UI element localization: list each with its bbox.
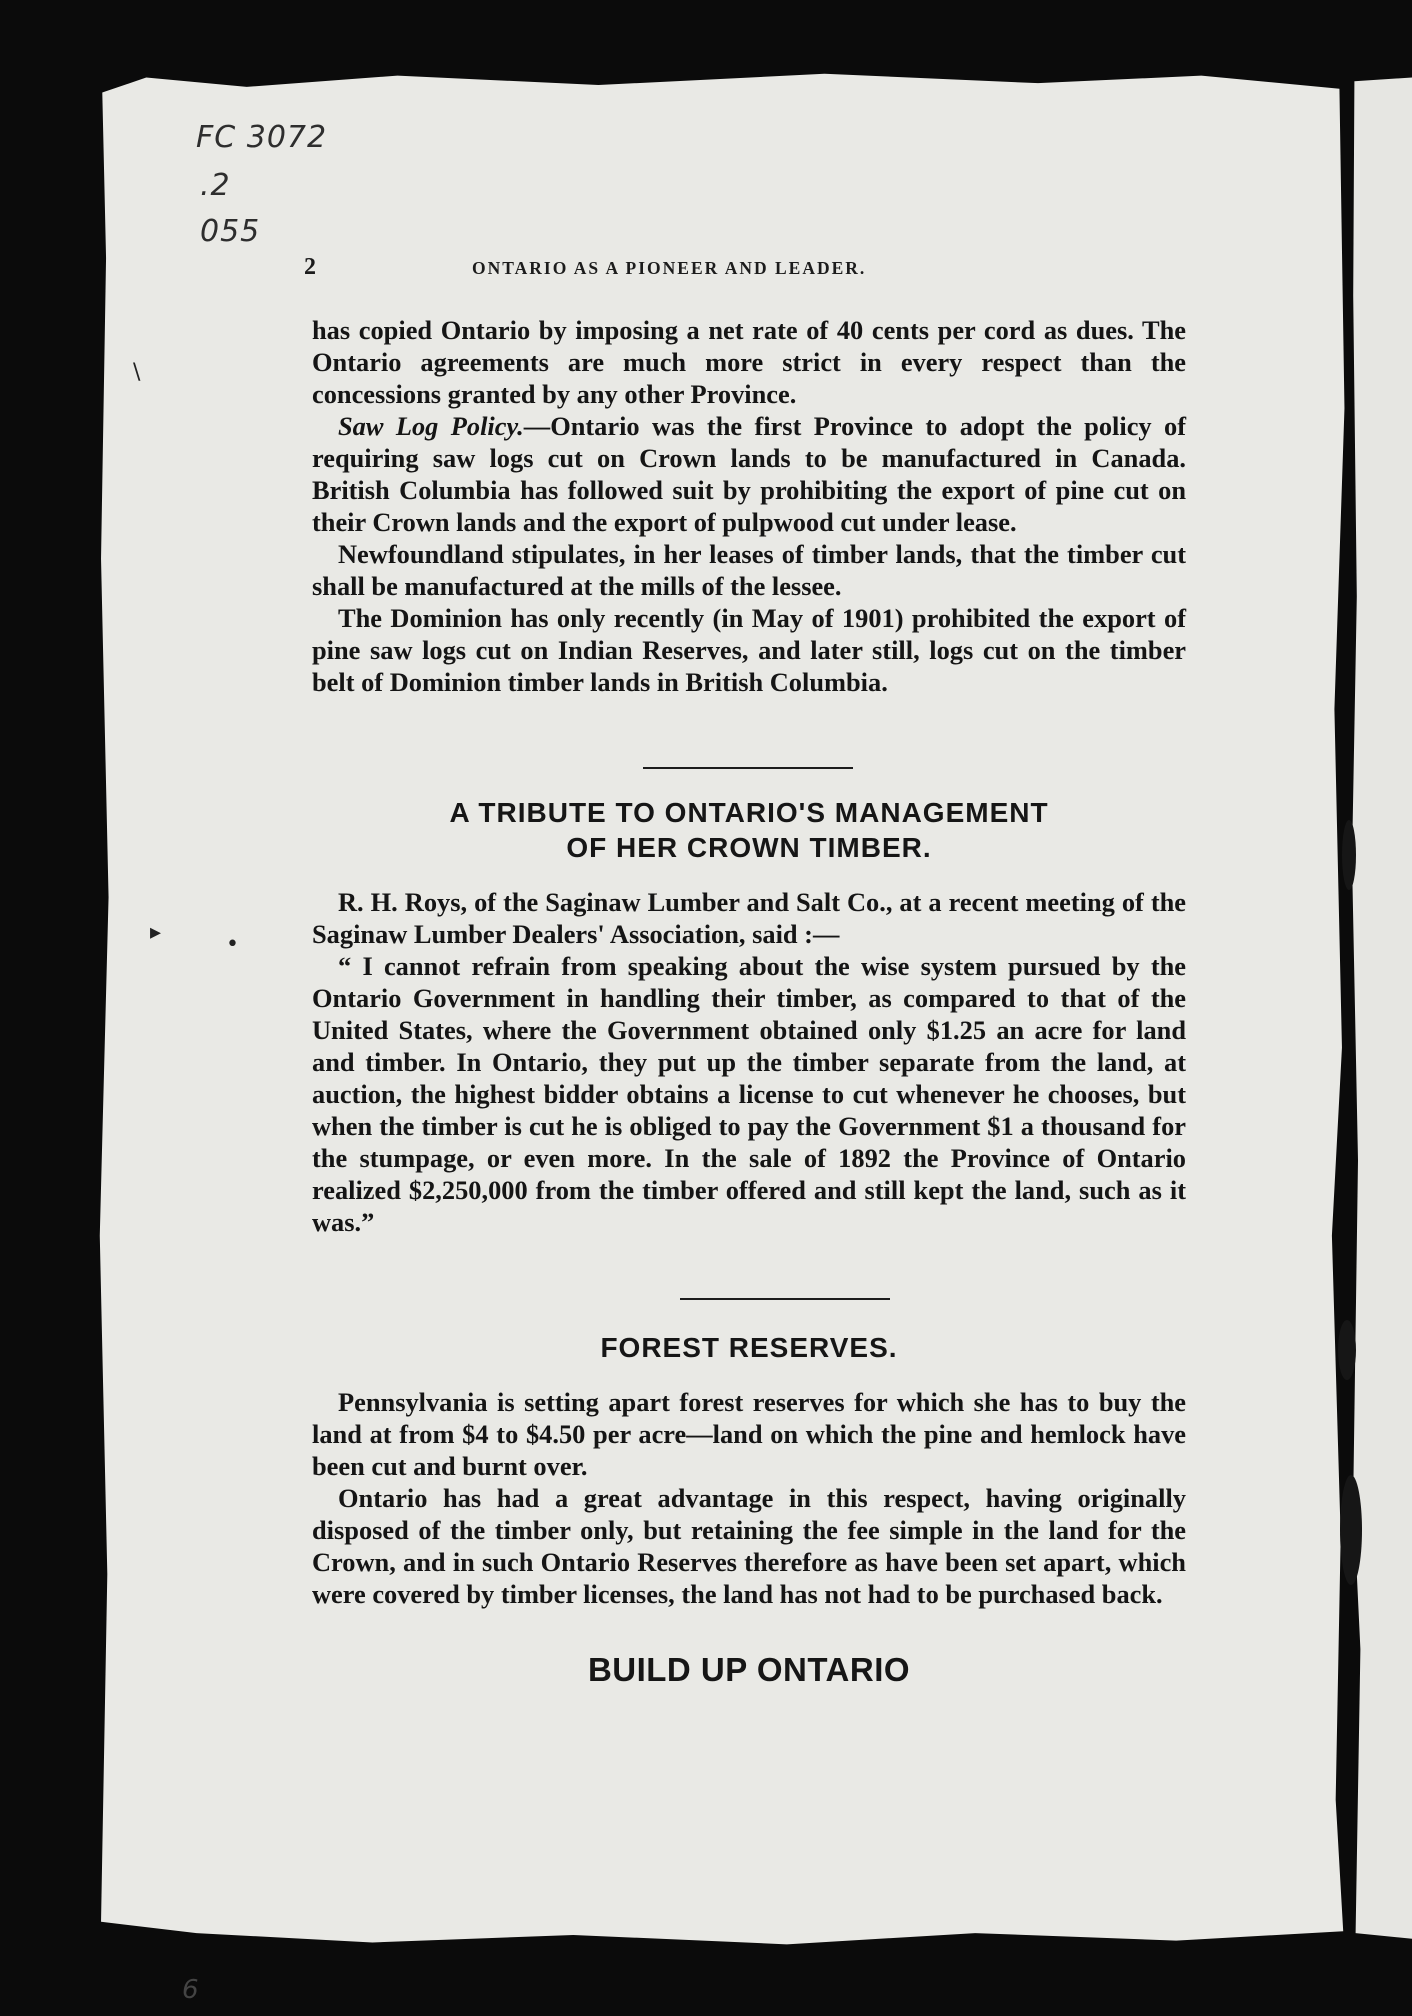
section-saw-log-policy: [312, 314, 1186, 698]
page-stain: [1338, 1320, 1356, 1380]
page-number: 2: [304, 254, 318, 280]
corner-mark: 6: [182, 1975, 199, 2005]
section-heading-forest-reserves: FOREST RESERVES.: [600, 1332, 898, 1363]
section-divider: [643, 767, 853, 769]
call-number-line3: 055: [200, 214, 261, 249]
stray-mark: •: [226, 932, 239, 957]
page-stain: [1342, 820, 1356, 890]
facing-page-edge: [1352, 70, 1412, 1950]
footer-slogan: BUILD UP ONTARIO: [587, 1651, 911, 1688]
paragraph: [312, 410, 1186, 538]
stray-mark: \: [133, 360, 141, 385]
paragraph: has copied Ontario by imposing a net rate of 40 cents per cord as dues. The Ontario agreements are much more strict in every respect than the concessions granted by any other Province.: [312, 315, 1186, 409]
stray-mark: ▸: [150, 920, 162, 945]
paragraph: R. H. Roys, of the Saginaw Lumber and Salt Co., at a recent meeting of the Saginaw Lumber Dealers' Association, said :—: [312, 887, 1186, 949]
call-number-line1: FC 3072: [196, 120, 328, 155]
running-title: ONTARIO AS A PIONEER AND LEADER.: [472, 258, 867, 278]
heading-line: OF HER CROWN TIMBER.: [566, 832, 932, 863]
paragraph: Pennsylvania is setting apart forest reserves for which she has to buy the land at from $4 to $4.50 per acre—land on which the pine and hemlock have been cut and burnt over.: [312, 1387, 1186, 1481]
section-forest-reserves: [312, 1386, 1186, 1610]
paragraph-text: —Ontario was the first Province to adopt the policy of requiring saw logs cut on Crown lands to be manufactured in Canada. British Columbia has followed suit by prohibiting the export of pine cut on their Crown lands and the export of pulpwood cut under lease.: [312, 411, 1186, 537]
paragraph: The Dominion has only recently (in May of 1901) prohibited the export of pine saw logs cut on Indian Reserves, and later still, logs cut on the timber belt of Dominion timber lands in British Columbia.: [312, 603, 1186, 697]
quotation: “ I cannot refrain from speaking about the wise system pursued by the Ontario Government in handling their timber, as compared to that of the United States, where the Government obtained only $1.25 an acre for land and timber. In Ontario, they put up the timber separate from the land, at auction, the highest bidder obtains a license to cut whenever he chooses, but when the timber is cut he is obliged to pay the Government $1 a thousand for the stumpage, or even more. In the sale of 1892 the Province of Ontario realized $2,250,000 from the timber offered and still kept the land, such as it was.”: [312, 951, 1186, 1237]
paragraph: Ontario has had a great advantage in this respect, having originally disposed of the timber only, but retaining the fee simple in the land for the Crown, and in such Ontario Reserves therefore as have been set apart, which were covered by timber licenses, the land has not had to be purchased back.: [312, 1483, 1186, 1609]
call-number-line2: .2: [200, 168, 231, 203]
page-stain: [1340, 1475, 1362, 1585]
paragraph-lead: Saw Log Policy.: [338, 411, 524, 441]
paragraph: Newfoundland stipulates, in her leases of timber lands, that the timber cut shall be manufactured at the mills of the lessee.: [312, 539, 1186, 601]
section-tribute: [312, 886, 1186, 1238]
section-heading-tribute: [312, 795, 1186, 865]
heading-line: A TRIBUTE TO ONTARIO'S MANAGEMENT: [449, 797, 1049, 828]
section-divider: [680, 1298, 890, 1300]
